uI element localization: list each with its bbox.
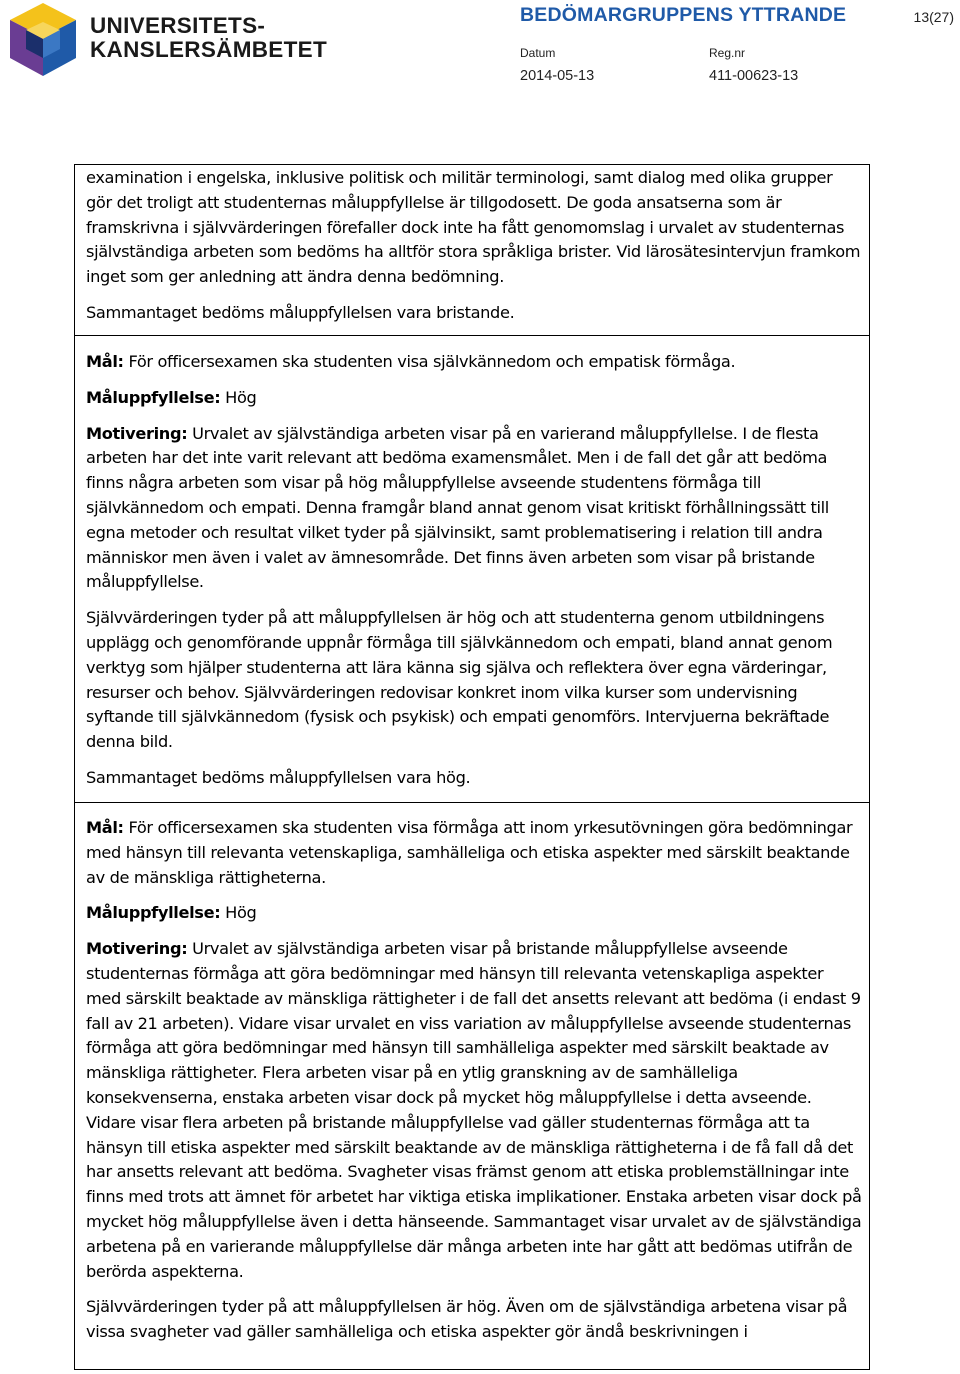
fulfilment-label: Måluppfyllelse: xyxy=(86,387,221,407)
organization-logo xyxy=(6,0,336,80)
fulfilment-value: Hög xyxy=(220,387,257,407)
fulfilment-paragraph xyxy=(86,901,862,926)
goal-paragraph xyxy=(86,350,862,375)
assessment-table xyxy=(74,164,870,1370)
self-evaluation-paragraph: Självvärderingen tyder på att måluppfyllelsen är hög. Även om de självständiga arbetena visar på vissa svagheter vad gäller samhälleliga och etiska aspekter gör ändå beskrivningen i xyxy=(86,1297,848,1342)
motivation-label: Motivering: xyxy=(86,939,188,959)
reg-label: Reg.nr xyxy=(709,46,746,60)
motivation-label: Motivering: xyxy=(86,423,188,443)
goal-label: Mål: xyxy=(86,352,124,371)
document-title: BEDÖMARGRUPPENS YTTRANDE xyxy=(520,4,847,26)
goal-paragraph xyxy=(86,816,862,890)
date-label: Datum xyxy=(520,46,556,60)
date-value: 2014-05-13 xyxy=(520,68,595,84)
motivation-text: Urvalet av självständiga arbeten visar på en varierand måluppfyllelse. I de flesta arbeten har det inte varit relevant att bedöma examensmålet. Men i de fall det går att bedöma finns några arbeten som visar på hög måluppfyllelse avseende studentens förmåga till självkännedom och empati. Denna framgår bland annat genom visat kritiskt förhållningssätt till egna metoder och resultat vilket tyder på självinsikt, samt problematisering i relation till andra människor men även i valet av ämnesområde. Det finns även arbeten som visar på bristande måluppfyllelse. xyxy=(86,423,829,592)
summary-paragraph: Sammantaget bedöms måluppfyllelsen vara hög. xyxy=(86,767,471,787)
goal-text: För officersexamen ska studenten visa självkännedom och empatisk förmåga. xyxy=(123,352,736,371)
goal-text: För officersexamen ska studenten visa förmåga att inom yrkesutövningen göra bedömningar med hänsyn till relevanta vetenskapliga, samhälleliga och etiska aspekter med särskilt beaktande av de mänskliga rättigheterna. xyxy=(86,818,853,887)
self-evaluation-paragraph: Självvärderingen tyder på att måluppfyllelsen är hög och att studenterna genom utbildningens upplägg och genomförande uppnår förmåga till självkännedom och empati, bland annat genom verktyg som hjälper studenterna att lära känna sig själva och reflektera över egna värderingar, resurser och behov. Självvärderingen redovisar konkret inom vilka kurser som undervisning syftande till självkännedom (fysisk och psykisk) och empati genomförs. Intervjuerna bekräftade denna bild. xyxy=(86,608,833,752)
summary-paragraph: Sammantaget bedöms måluppfyllelsen vara bristande. xyxy=(86,302,515,322)
motivation-text: Urvalet av självständiga arbeten visar på bristande måluppfyllelse avseende studenternas förmåga att göra bedömningar med hänsyn till relevanta vetenskapliga aspekter med särskilt beaktade av mänskliga rättigheter i de fall det ansetts relevant att bedöma (i endast 9 fall av 21 arbeten). Vidare visar urvalet en viss variation av måluppfyllelse avseende studenternas förmåga att göra bedömningar med hänsyn till samhälleliga aspekter med särskilt beaktade av mänskliga rättigheter. Flera arbeten visar på en ytlig granskning av de samhälleliga konsekvenserna, enstaka arbeten visar dock på mycket hög måluppfyllelse i detta avseende. Vidare visar flera arbeten på bristande måluppfyllelse vad gäller studenternas förmåga att ta hänsyn till etiska aspekter med särskilt beaktande av de mänskliga rättigheterna i de få fall då det har ansetts relevant att bedöma. Svagheter visas främst genom att etiska problemställningar inte finns med trots att ämnet för arbetet har viktiga etiska implikationer. Enstaka arbeten visar dock på mycket hög måluppfyllelse även i detta hänseende. Sammantaget visar urvalet av de självständiga arbetena på en varierande måluppfyllelse där många arbeten inte har gått att bedömas utifrån de berörda aspekterna. xyxy=(86,939,862,1281)
motivation-paragraph xyxy=(86,937,862,1284)
section-cell-3 xyxy=(86,816,862,1356)
logo-cube-icon xyxy=(6,0,80,78)
section-cell-1 xyxy=(86,166,862,337)
body-paragraph: examination i engelska, inklusive politisk och militär terminologi, samt dialog med olika grupper gör det troligt att studenternas måluppfyllelse är tillgodosett. De goda ansatserna som är framskrivna i självvärderingen förefaller dock inte ha fått genomomslag i urvalet av studenternas självständiga arbeten som bedöms ha alltför stora språkliga brister. Vid lärosätesintervjun framkom inget som ger anledning att ändra denna bedömning. xyxy=(86,168,861,287)
fulfilment-value: Hög xyxy=(220,903,257,923)
motivation-paragraph xyxy=(86,422,862,596)
row-divider xyxy=(75,802,869,803)
goal-label: Mål: xyxy=(86,818,124,837)
reg-value: 411-00623-13 xyxy=(709,68,799,84)
org-name-line1: UNIVERSITETS- xyxy=(90,13,266,38)
org-name-line2: KANSLERSÄMBETET xyxy=(90,37,328,62)
fulfilment-label: Måluppfyllelse: xyxy=(86,903,221,923)
section-cell-2 xyxy=(86,350,862,802)
fulfilment-paragraph xyxy=(86,386,862,411)
page-number: 13(27) xyxy=(913,9,954,25)
